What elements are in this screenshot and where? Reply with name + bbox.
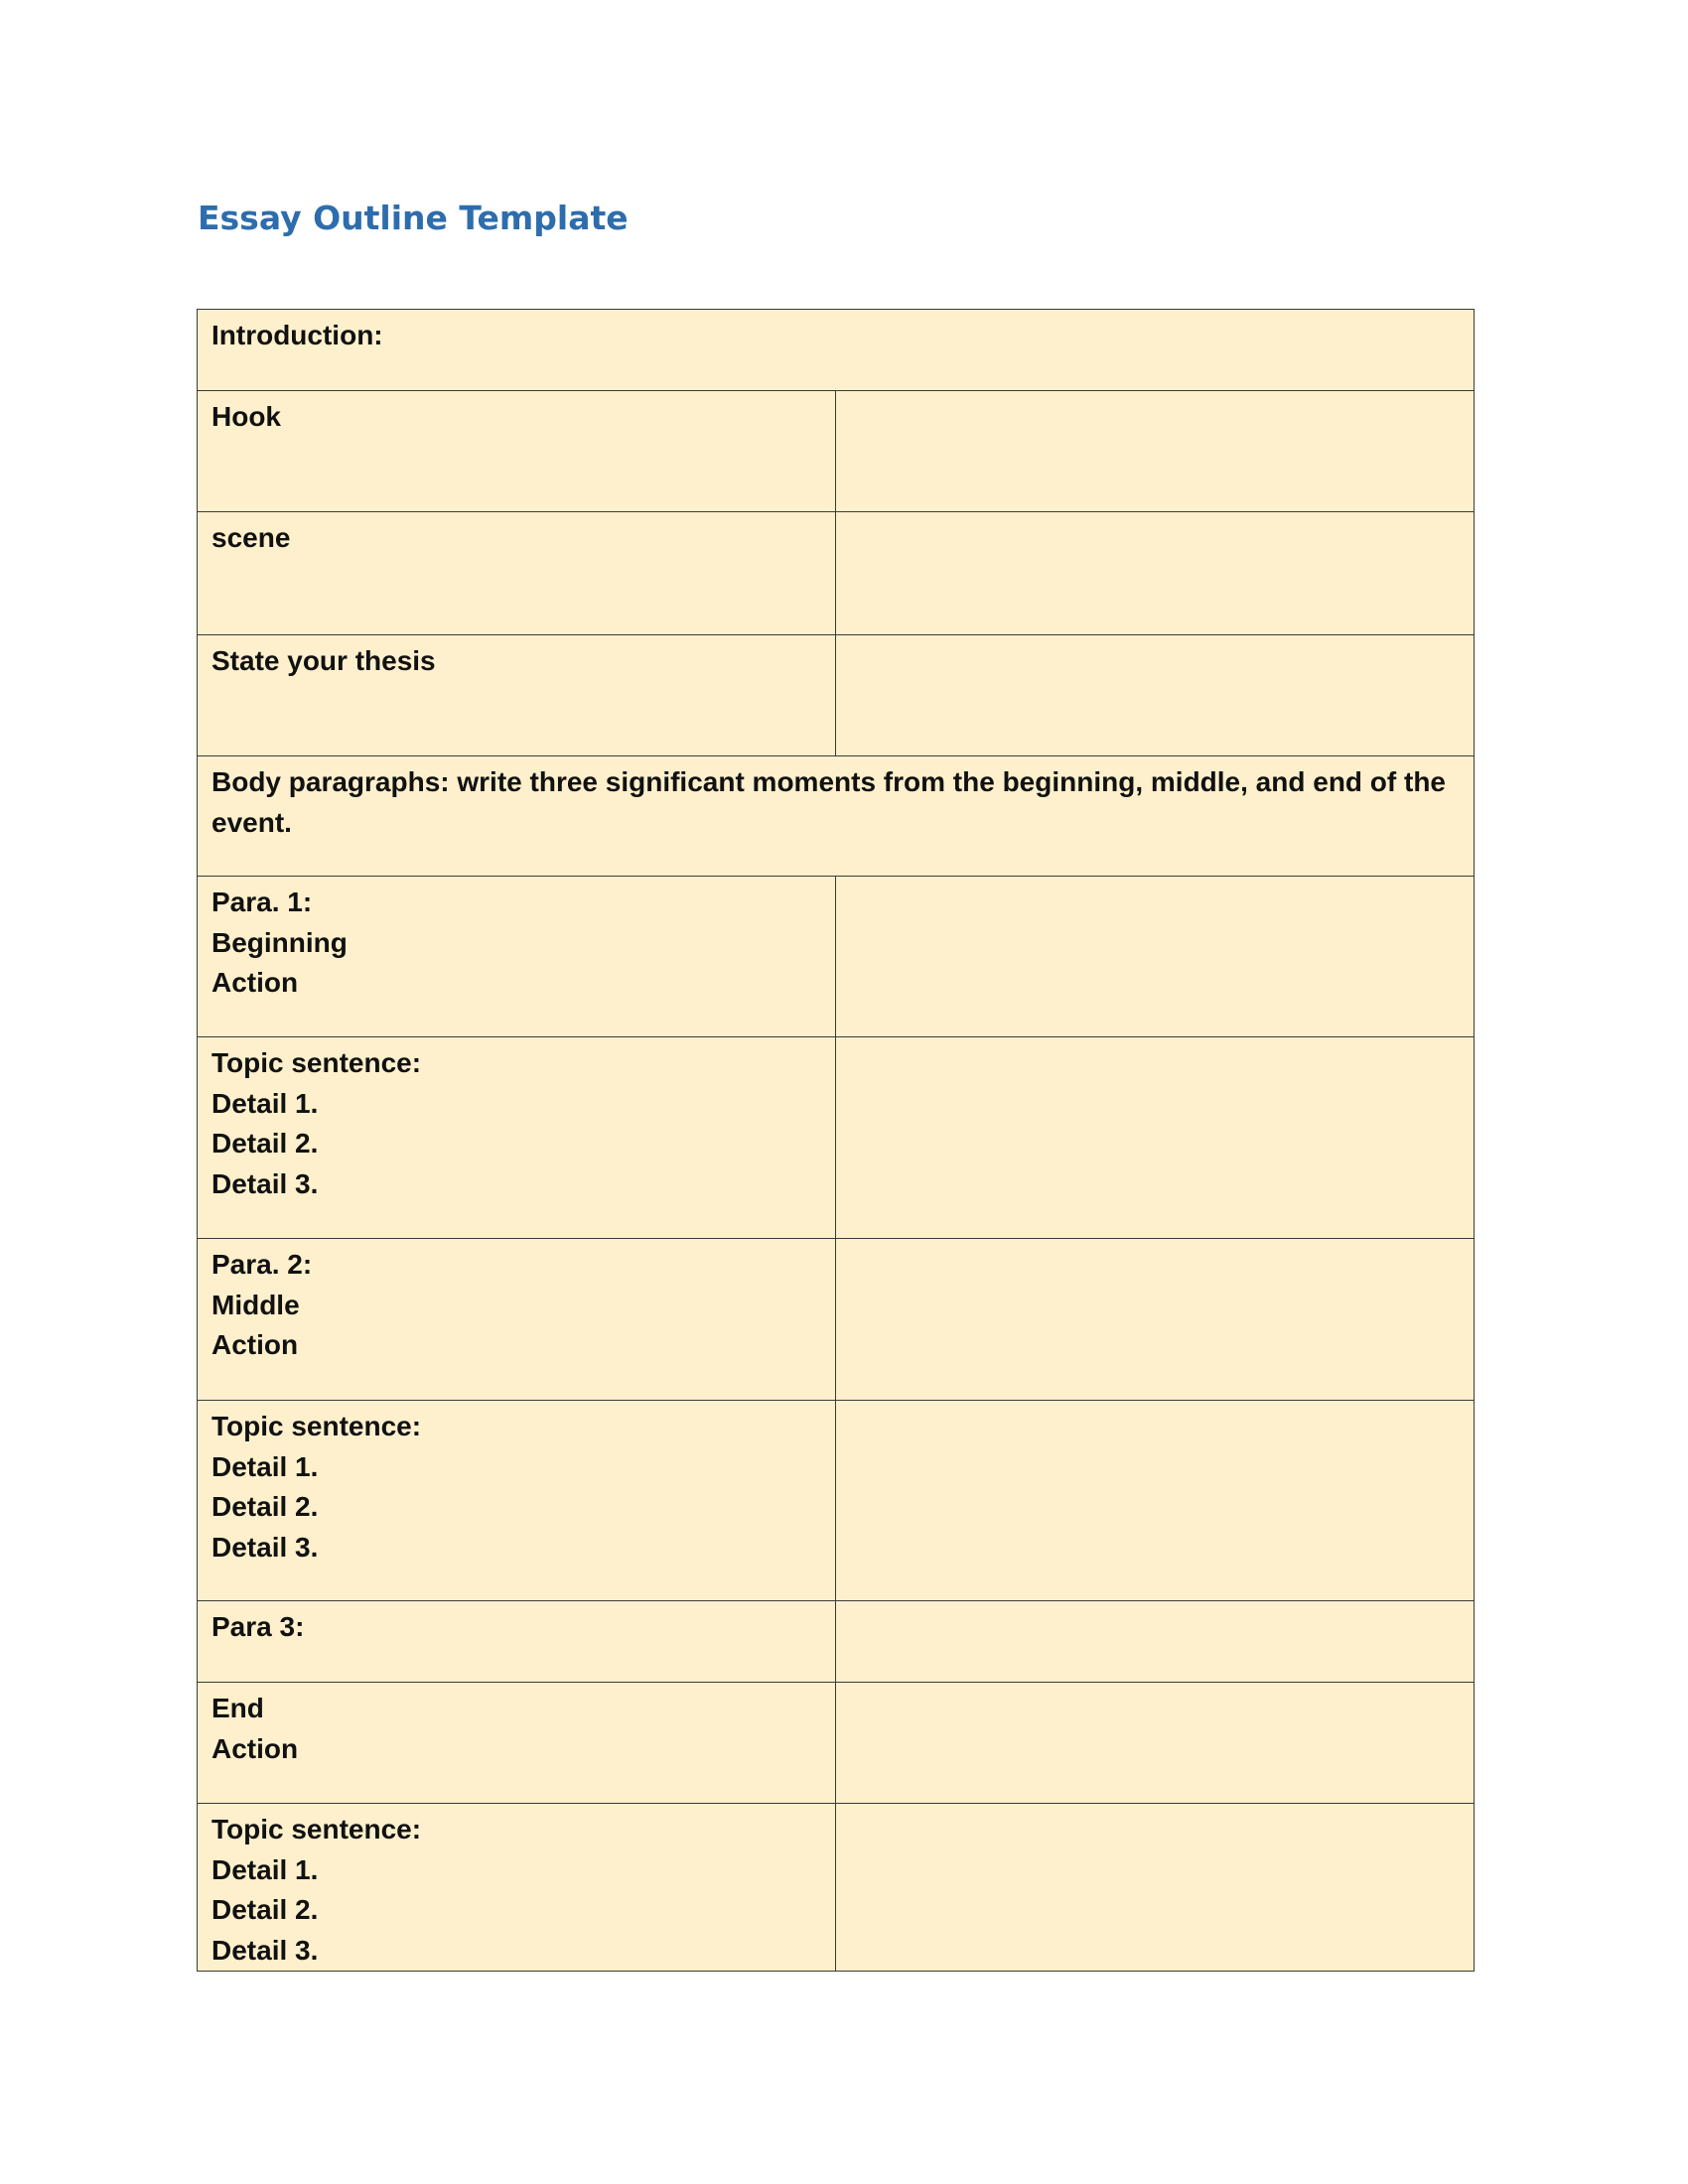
- text-line: Action: [211, 1732, 299, 1764]
- label-scene: scene: [198, 512, 836, 635]
- row-end-action: [198, 1683, 1475, 1804]
- text-line: End: [211, 1693, 264, 1723]
- input-thesis[interactable]: [836, 635, 1475, 756]
- text-line: Topic sentence:: [211, 1047, 422, 1078]
- text-line: Detail 2.: [211, 1894, 319, 1925]
- row-body-heading: [198, 756, 1475, 877]
- label-para3-details: [198, 1804, 836, 1972]
- essay-outline-table: [197, 309, 1475, 1972]
- label-hook: Hook: [198, 391, 836, 512]
- text-line: Para. 2:: [211, 1249, 313, 1280]
- text-line: Para. 1:: [211, 887, 313, 917]
- text-line: Middle: [211, 1289, 300, 1320]
- input-para1-details[interactable]: [836, 1037, 1475, 1239]
- cell-body-heading: Body paragraphs: write three significant moments from the beginning, middle, and end of the event.: [198, 756, 1475, 877]
- input-para2-details[interactable]: [836, 1401, 1475, 1601]
- label-para3: Para 3:: [198, 1601, 836, 1683]
- row-hook: [198, 391, 1475, 512]
- input-hook[interactable]: [836, 391, 1475, 512]
- input-para3-details[interactable]: [836, 1804, 1475, 1972]
- row-thesis: [198, 635, 1475, 756]
- input-end-action[interactable]: [836, 1683, 1475, 1804]
- text-line: Detail 2.: [211, 1491, 319, 1522]
- row-para3-details: [198, 1804, 1475, 1972]
- row-para2: [198, 1239, 1475, 1401]
- text-line: Detail 1.: [211, 1450, 319, 1482]
- input-para1[interactable]: [836, 877, 1475, 1037]
- text-line: Action: [211, 1329, 299, 1360]
- label-para1-details: [198, 1037, 836, 1239]
- label-para1: [198, 877, 836, 1037]
- row-para1: [198, 877, 1475, 1037]
- text-line: Detail 1.: [211, 1087, 319, 1119]
- label-thesis: State your thesis: [198, 635, 836, 756]
- row-introduction: [198, 310, 1475, 391]
- row-para2-details: [198, 1401, 1475, 1601]
- label-para2: [198, 1239, 836, 1401]
- row-scene: [198, 512, 1475, 635]
- text-line: Action: [211, 967, 299, 998]
- input-para3[interactable]: [836, 1601, 1475, 1683]
- text-line: Detail 1.: [211, 1853, 319, 1885]
- row-para3: [198, 1601, 1475, 1683]
- text-line: Detail 3.: [211, 1167, 319, 1199]
- text-line: Topic sentence:: [211, 1411, 422, 1441]
- text-line: Detail 3.: [211, 1934, 319, 1966]
- input-para2[interactable]: [836, 1239, 1475, 1401]
- cell-introduction: Introduction:: [198, 310, 1475, 391]
- label-end-action: [198, 1683, 836, 1804]
- label-para2-details: [198, 1401, 836, 1601]
- row-para1-details: [198, 1037, 1475, 1239]
- text-line: Detail 3.: [211, 1531, 319, 1563]
- page-title: Essay Outline Template: [198, 199, 629, 237]
- text-line: Beginning: [211, 926, 348, 958]
- text-line: Detail 2.: [211, 1128, 319, 1159]
- text-line: Topic sentence:: [211, 1814, 422, 1844]
- input-scene[interactable]: [836, 512, 1475, 635]
